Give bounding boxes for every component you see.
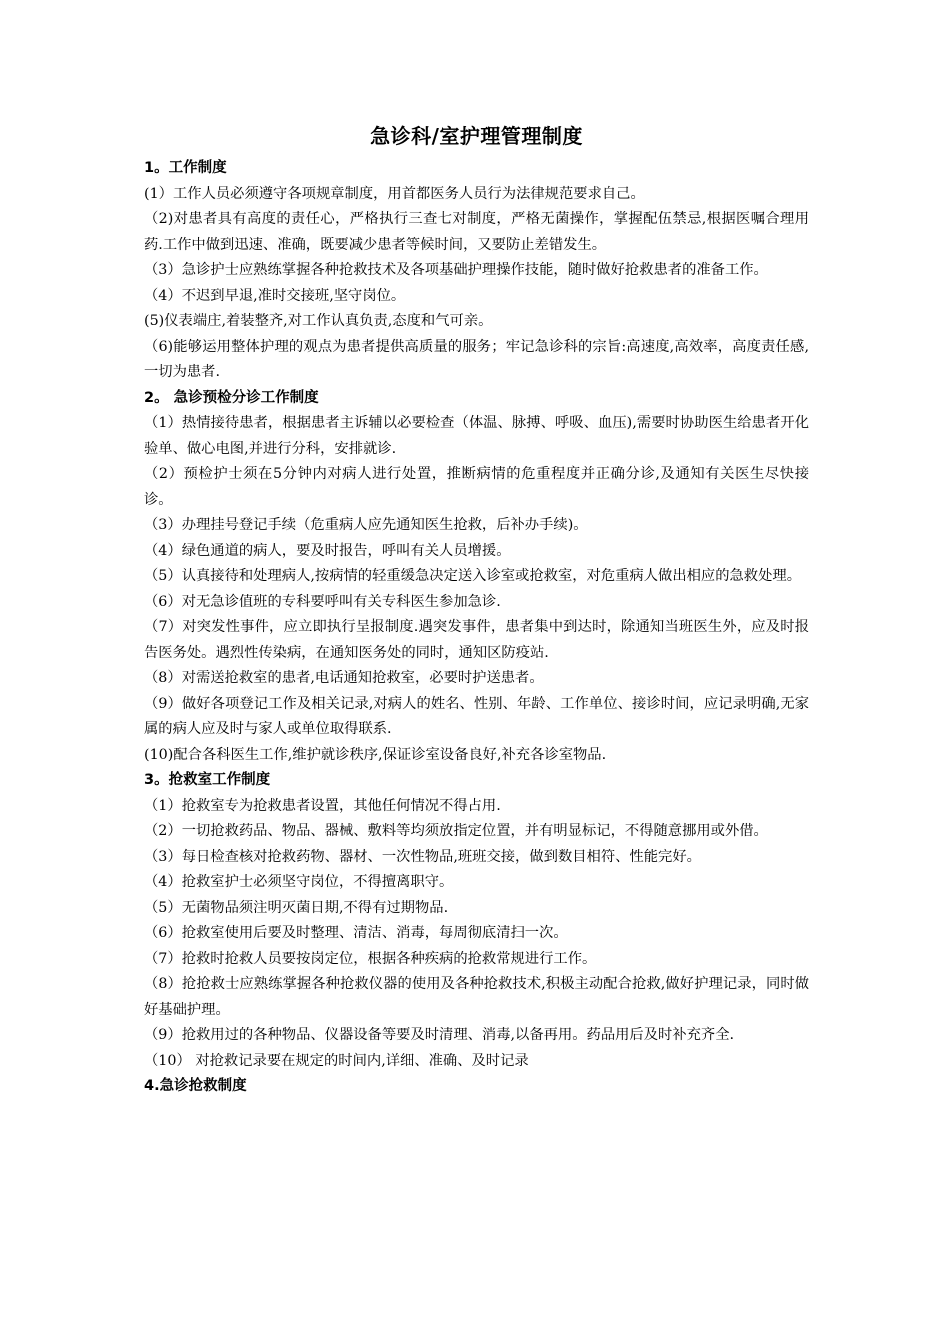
paragraph: （1）抢救室专为抢救患者设置，其他任何情况不得占用. [144,797,501,814]
paragraph: （8）对需送抢救室的患者,电话通知抢救室，必要时护送患者。 [144,670,544,686]
paragraph: （4）绿色通道的病人，要及时报告，呼叫有关人员增援。 [144,542,511,559]
paragraph: （3）每日检查核对抢救药物、器材、一次性物品,班班交接，做到数目相符、性能完好。 [144,848,701,865]
paragraph: （6)能够运用整体护理的观点为患者提供高质量的服务；牢记急诊科的宗旨:高速度,高效率，高度责任感,一切为患者. [144,338,809,380]
paragraph: （8）抢抢救士应熟练掌握各种抢救仪器的使用及各种抢救技术,积极主动配合抢救,做好护理记录，同时做好基础护理。 [144,976,809,1018]
paragraph: (10)配合各科医生工作,维护就诊秩序,保证诊室设备良好,补充各诊室物品. [144,746,607,763]
section-heading: 1。工作制度 [144,160,227,176]
section-heading: 4.急诊抢救制度 [144,1078,247,1094]
paragraph: （7）抢救时抢救人员要按岗定位，根据各种疾病的抢救常规进行工作。 [144,950,597,967]
paragraph: （6）抢救室使用后要及时整理、清洁、消毒，每周彻底清扫一次。 [144,925,568,941]
paragraph: (5)仪表端庄,着装整齐,对工作认真负责,态度和气可亲。 [144,313,493,329]
paragraph: （10） 对抢救记录要在规定的时间内,详细、准确、及时记录 [144,1052,529,1069]
paragraph: （4）不迟到早退,准时交接班,坚守岗位。 [144,287,406,304]
paragraph: （2)对患者具有高度的责任心，严格执行三查七对制度，严格无菌操作，掌握配伍禁忌,根据医嘱合理用药.工作中做到迅速、准确，既要减少患者等候时间，又要防止差错发生。 [144,211,809,253]
paragraph: （3）办理挂号登记手续（危重病人应先通知医生抢救，后补办手续)。 [144,517,588,533]
section-heading: 3。抢救室工作制度 [144,772,271,788]
paragraph: （1）热情接待患者，根据患者主诉辅以必要检查（体温、脉搏、呼吸、血压),需要时协助医生给患者开化验单、做心电图,并进行分科，安排就诊. [144,415,809,457]
paragraph: （9）抢救用过的各种物品、仪器设备等要及时清理、消毒,以备再用。药品用后及时补充齐全. [144,1027,735,1043]
paragraph: （2）一切抢救药品、物品、器械、敷料等均须放指定位置，并有明显标记，不得随意挪用或外借。 [144,823,768,839]
paragraph: （4）抢救室护士必须坚守岗位，不得擅离职守。 [144,874,454,890]
paragraph: （3）急诊护士应熟练掌握各种抢救技术及各项基础护理操作技能，随时做好抢救患者的准备工作。 [144,262,768,278]
paragraph: （7）对突发性事件，应立即执行呈报制度.遇突发事件，患者集中到达时，除通知当班医生外，应及时报告医务处。遇烈性传染病，在通知医务处的同时，通知区防疫站. [144,619,809,661]
paragraph: （6）对无急诊值班的专科要呼叫有关专科医生参加急诊. [144,593,501,610]
paragraph: （5）认真接待和处理病人,按病情的轻重缓急决定送入诊室或抢救室，对危重病人做出相应的急救处理。 [144,568,801,584]
section-heading: 2。 急诊预检分诊工作制度 [144,389,319,406]
document-body [144,122,809,1100]
paragraph: （5）无菌物品须注明灭菌日期,不得有过期物品. [144,899,449,916]
paragraph: (1）工作人员必须遵守各项规章制度，用首都医务人员行为法律规范要求自己。 [144,185,645,202]
paragraph: （2）预检护士须在5分钟内对病人进行处置，推断病情的危重程度并正确分诊,及通知有关医生尽快接诊。 [144,466,809,508]
paragraph: （9）做好各项登记工作及相关记录,对病人的姓名、性别、年龄、工作单位、接诊时间，应记录明确,无家属的病人应及时与家人或单位取得联系. [144,695,809,737]
document-title: 急诊科/室护理管理制度 [370,124,583,148]
sections-container [144,156,809,1100]
